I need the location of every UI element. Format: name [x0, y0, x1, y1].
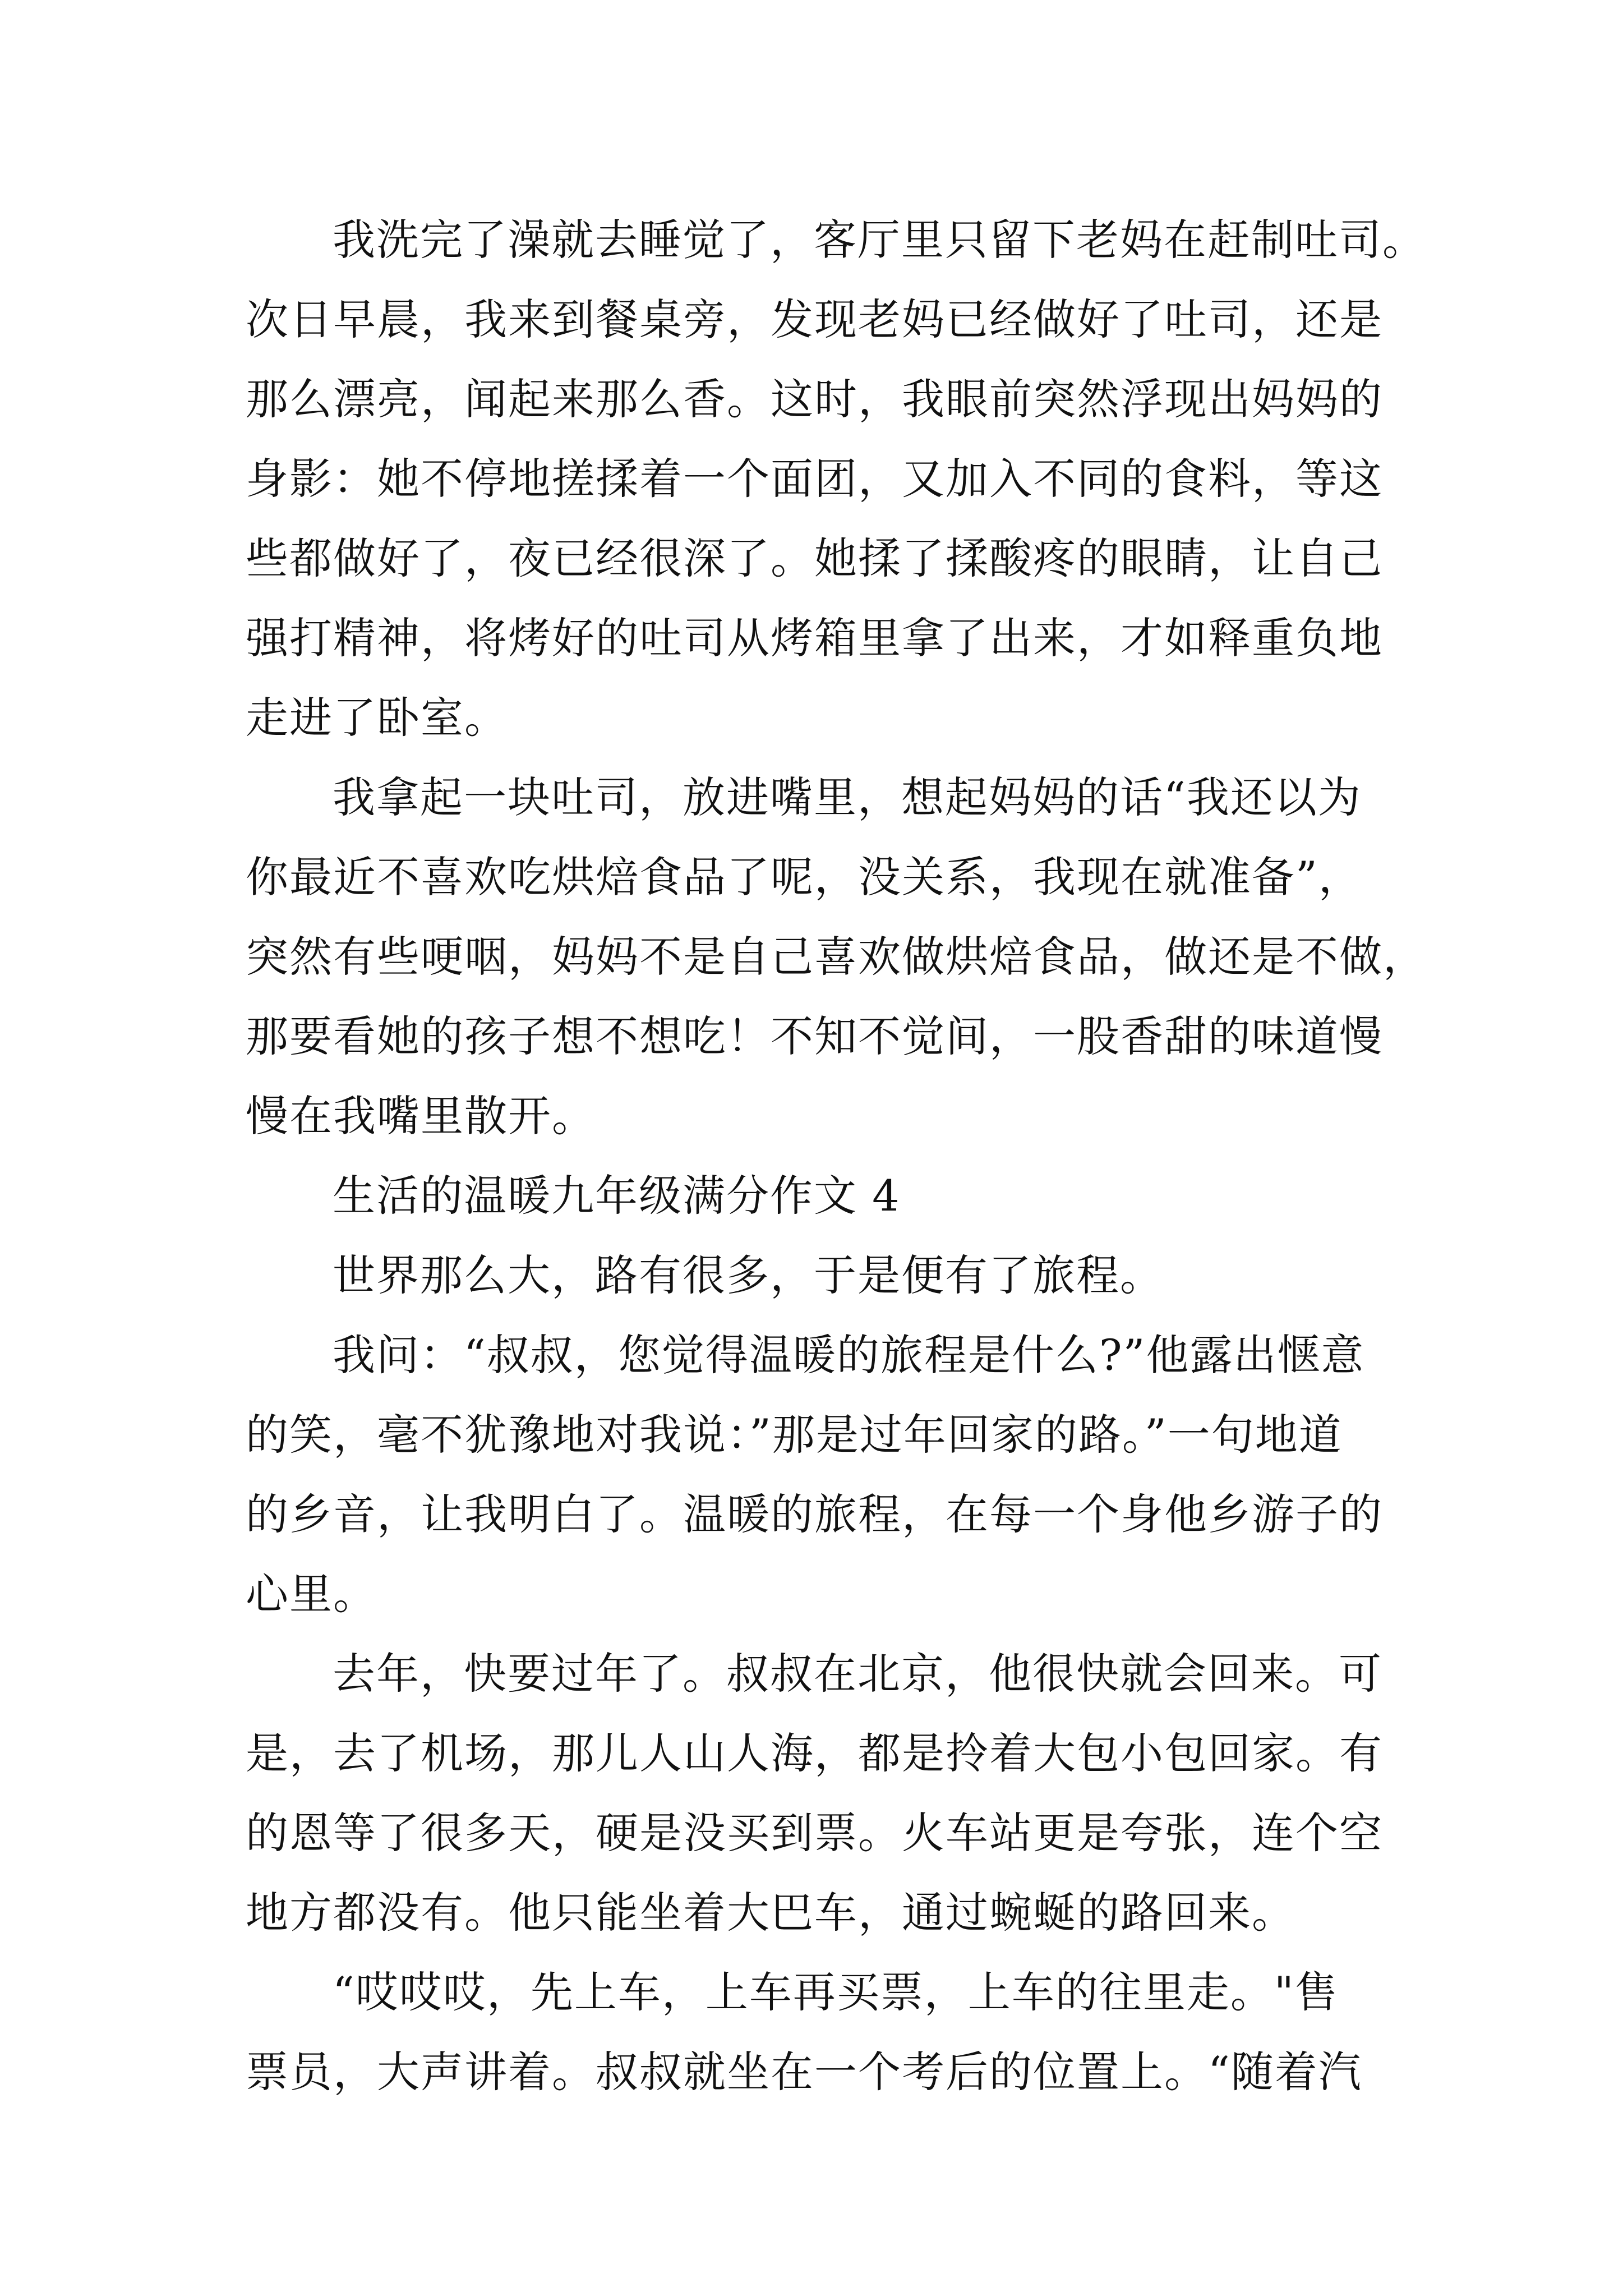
paragraph-line: 我洗完了澡就去睡觉了，客厅里只留下老妈在赶制吐司。 — [333, 215, 1426, 265]
paragraph-line: 慢在我嘴里散开。 — [246, 1091, 596, 1141]
paragraph-line: 的乡音，让我明白了。温暖的旅程，在每一个身他乡游子的 — [246, 1489, 1383, 1539]
paragraph-line: 那要看她的孩子想不想吃！不知不觉间，一股香甜的味道慢 — [246, 1011, 1383, 1061]
paragraph-line: 去年，快要过年了。叔叔在北京，他很快就会回来。可 — [333, 1649, 1382, 1699]
section-heading: 生活的温暖九年级满分作文 4 — [333, 1171, 901, 1221]
paragraph-line: 我问：“叔叔，您觉得温暖的旅程是什么?”他露出惬意 — [333, 1330, 1365, 1380]
paragraph-line: 强打精神，将烤好的吐司从烤箱里拿了出来，才如释重负地 — [246, 613, 1383, 663]
paragraph-line: 世界那么大，路有很多，于是便有了旅程。 — [333, 1250, 1164, 1300]
paragraph-line: 票员，大声讲着。叔叔就坐在一个考后的位置上。“随着汽 — [246, 2047, 1362, 2097]
paragraph-line: 的恩等了很多天，硬是没买到票。火车站更是夸张，连个空 — [246, 1808, 1383, 1858]
paragraph-line: 那么漂亮，闻起来那么香。这时，我眼前突然浮现出妈妈的 — [246, 374, 1383, 424]
paragraph-line: 身影：她不停地搓揉着一个面团，又加入不同的食料，等这 — [246, 454, 1383, 504]
paragraph-line: 突然有些哽咽，妈妈不是自己喜欢做烘焙食品，做还是不做， — [246, 932, 1427, 982]
paragraph-line: 些都做好了，夜已经很深了。她揉了揉酸疼的眼睛，让自己 — [246, 533, 1383, 583]
paragraph-line: 心里。 — [246, 1569, 377, 1619]
paragraph-line: 是，去了机场，那儿人山人海，都是拎着大包小包回家。有 — [246, 1728, 1383, 1778]
paragraph-line: “哎哎哎，先上车，上车再买票，上车的往里走。"售 — [333, 1967, 1339, 2017]
paragraph-line: 我拿起一块吐司，放进嘴里，想起妈妈的话“我还以为 — [333, 772, 1362, 822]
paragraph-line: 次日早晨，我来到餐桌旁，发现老妈已经做好了吐司，还是 — [246, 295, 1383, 344]
paragraph-line: 你最近不喜欢吃烘焙食品了呢，没关系，我现在就准备”， — [246, 852, 1362, 902]
paragraph-line: 地方都没有。他只能坐着大巴车，通过蜿蜒的路回来。 — [246, 1888, 1295, 1938]
paragraph-line: 走进了卧室。 — [246, 693, 508, 743]
paragraph-line: 的笑，毫不犹豫地对我说：”那是过年回家的路。”一句地道 — [246, 1410, 1343, 1460]
